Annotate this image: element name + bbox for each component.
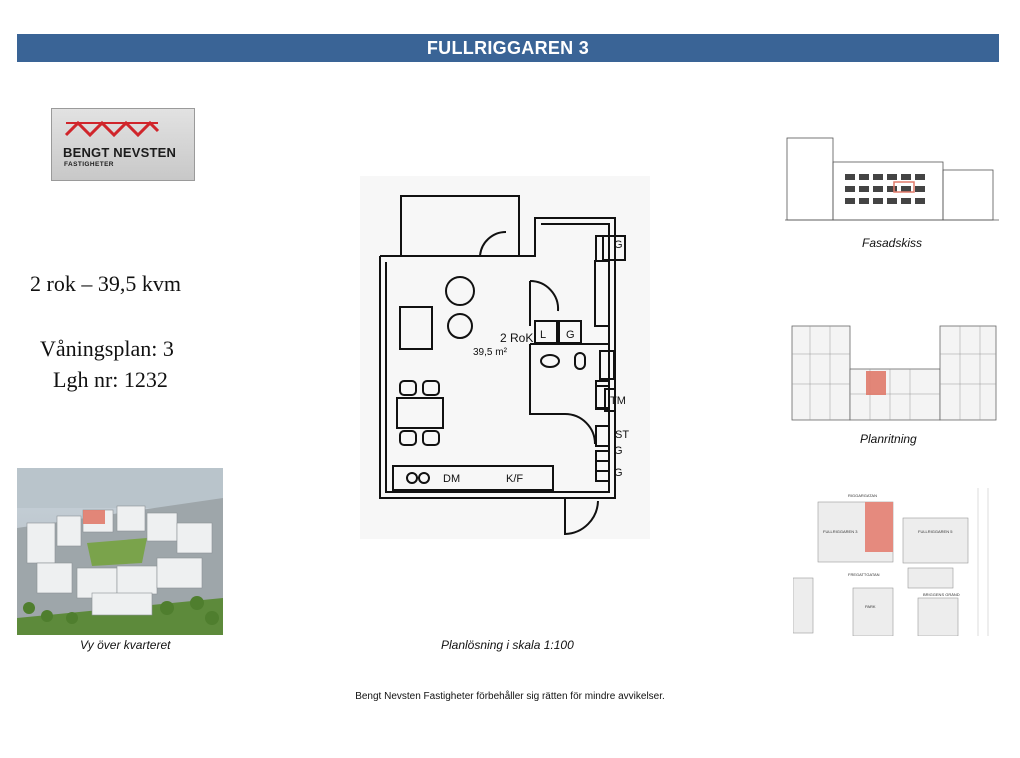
label-g-2: G	[566, 329, 575, 341]
map-park: PARK	[865, 604, 876, 609]
area-label: 39,5 m²	[473, 347, 507, 358]
logo-subtitle: FASTIGHETER	[64, 161, 114, 168]
label-dm: DM	[443, 473, 461, 485]
map-block-2: FULLRIGGAREN 5	[918, 529, 953, 534]
map-block-1: FULLRIGGAREN 3	[823, 529, 858, 534]
aerial-caption: Vy över kvarteret	[80, 638, 171, 652]
apartment-number: Lgh nr: 1232	[53, 367, 168, 392]
map-street-bottom: FREGATTGATAN	[848, 572, 880, 577]
logo-name: BENGT NEVSTEN	[63, 145, 177, 160]
room-label: 2 RoK	[500, 331, 534, 345]
facade-caption: Fasadskiss	[862, 236, 923, 250]
apartment-floor: Våningsplan: 3	[40, 336, 174, 361]
facade-sketch	[785, 122, 999, 230]
map-street-top: RIGGARGATAN	[848, 493, 877, 498]
label-kf: K/F	[506, 473, 524, 485]
label-g-1: G	[614, 239, 623, 251]
label-tm: TM	[610, 395, 626, 407]
floorplan-caption: Planlösning i skala 1:100	[441, 638, 574, 652]
plan-caption: Planritning	[860, 432, 917, 446]
label-l: L	[540, 329, 547, 341]
label-st: ST	[615, 429, 630, 441]
building-plan	[790, 324, 998, 424]
disclaimer-text: Bengt Nevsten Fastigheter förbehåller sig rätten för mindre avvikelser.	[355, 691, 665, 702]
company-logo	[51, 108, 195, 181]
site-map	[793, 488, 999, 636]
page-title: FULLRIGGAREN 3	[17, 34, 999, 62]
floor-plan	[360, 176, 650, 539]
map-street-lower: BRIGGENS GRÄND	[923, 592, 960, 597]
label-g-3: G	[614, 445, 623, 457]
apartment-size: 2 rok – 39,5 kvm	[30, 271, 181, 296]
label-g-4: G	[614, 467, 623, 479]
roof-logo-icon	[64, 119, 160, 137]
aerial-view-image	[17, 468, 223, 635]
